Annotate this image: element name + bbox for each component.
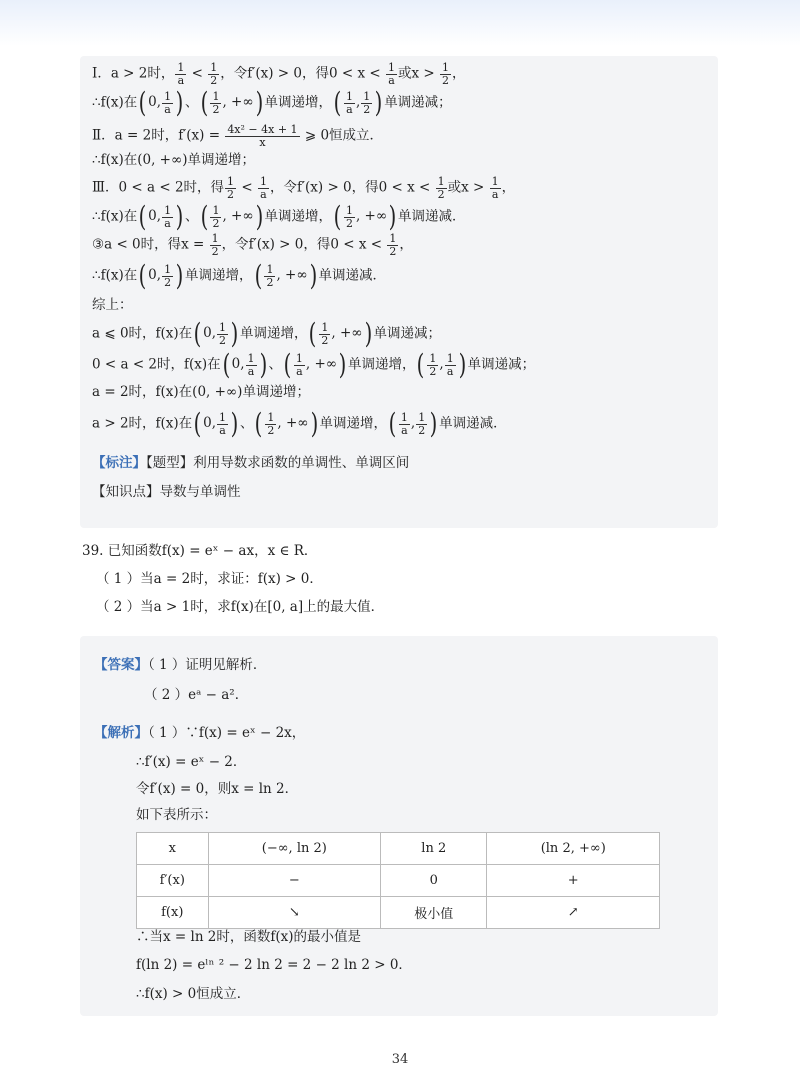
case-3-monotonic: ∴f(x)在 ( 0, $\frac{1}{a}$ ) 、 ( $\frac{1}{2}$ , +∞ ) 单调递增， ( $\frac{1}{2}$ , +∞ ) 单调递减．: [92, 200, 466, 233]
table-row: [137, 897, 660, 929]
answer-tag: 【答案】: [94, 657, 148, 673]
case-1-line: Ⅰ．a > 2时， $\frac{1}{a}$ < $\frac{1}{2}$ ，令f′(x) > 0，得0 < x < $\frac{1}{a}$ 或x > $\frac{1}{2}$ ，: [92, 61, 466, 87]
table-cell: (ln 2, +∞): [487, 833, 660, 865]
case-1-monotonic: ∴f(x)在 ( 0, $\frac{1}{a}$ ) 、 ( $\frac{1}{2}$ , +∞ ) 单调递增， ( $\frac{1}{a}$ , $\frac{1}{2}$ ) 单调递减；: [92, 86, 452, 119]
table-row: [137, 865, 660, 897]
analysis-derivative: ∴f′(x) = eˣ − 2．: [136, 754, 247, 770]
analysis-conclusion: ∴f(x) > 0恒成立．: [136, 986, 251, 1002]
table-cell: −: [208, 865, 380, 897]
analysis-table-intro: 如下表所示：: [136, 807, 217, 823]
page-header-band: [0, 0, 800, 46]
summary-a-gt-2: a > 2时，f(x)在 ( 0, $\frac{1}{a}$ ) 、 ( $\frac{1}{2}$ , +∞ ) 单调递增， ( $\frac{1}{a}$ , $\frac{1}{2}$ ) 单调递减．: [92, 407, 507, 440]
biaozhu-tag: 【标注】: [92, 455, 146, 471]
question-39-part-2: （ 2 ）当a > 1时，求f(x)在[0, a]上的最大值．: [96, 599, 385, 615]
analysis-line-1: 【解析】（ 1 ）∵f(x) = eˣ − 2x，: [94, 725, 306, 741]
analysis-minimum: ∴当x = ln 2时，函数f(x)的最小值是: [136, 929, 362, 945]
summary-a-eq-2: a = 2时，f(x)在(0, +∞)单调递增；: [92, 384, 310, 400]
table-cell: ln 2: [381, 833, 487, 865]
page-number: 34: [391, 1052, 409, 1067]
analysis-min-value: f(ln 2) = eˡⁿ ² − 2 ln 2 = 2 − 2 ln 2 > 0．: [136, 957, 412, 973]
table-cell: 0: [381, 865, 487, 897]
table-row: [137, 833, 660, 865]
table-cell: 极小值: [381, 897, 487, 929]
table-cell: f(x): [137, 897, 209, 929]
case-3-line: Ⅲ．0 < a < 2时，得 $\frac{1}{2}$ < $\frac{1}{a}$ ，令f′(x) > 0，得0 < x < $\frac{1}{2}$ 或x > $\frac{1}{a}$ ，: [92, 175, 516, 201]
table-cell: x: [137, 833, 209, 865]
table-cell: (−∞, ln 2): [208, 833, 380, 865]
question-39-part-1: （ 1 ）当a = 2时，求证：f(x) > 0．: [96, 571, 323, 587]
analysis-critical-point: 令f′(x) = 0，则x = ln 2．: [136, 781, 299, 797]
case-negative-line: ③a < 0时，得x = $\frac{1}{2}$ ，令f′(x) > 0，得0 < x < $\frac{1}{2}$ ，: [92, 232, 413, 258]
summary-label: 综上：: [92, 297, 133, 313]
question-type: 【题型】利用导数求函数的单调性、单调区间: [146, 455, 410, 471]
table-cell: +: [487, 865, 660, 897]
table-cell: ↘: [208, 897, 380, 929]
knowledge-point: 【知识点】导数与单调性: [92, 484, 241, 500]
analysis-tag: 【解析】: [94, 725, 148, 741]
question-39-stem: 39. 已知函数f(x) = eˣ − ax，x ∈ R．: [82, 543, 318, 559]
table-cell: ↗: [487, 897, 660, 929]
case-2-line: Ⅱ．a = 2时，f′(x) = $\frac{\text{4x² − 4x + 1}}{x}$ ⩾ 0恒成立．: [92, 123, 384, 149]
monotonicity-table: [136, 832, 660, 929]
summary-0-lt-a-lt-2: 0 < a < 2时，f(x)在 ( 0, $\frac{1}{a}$ ) 、 ( $\frac{1}{a}$ , +∞ ) 单调递增， ( $\frac{1}{2}$ , $\frac{1}{a}$ ) 单调递减；: [92, 348, 536, 381]
answer-line-2: （ 2 ）eᵃ − a²．: [144, 687, 249, 703]
biaozhu-line: [92, 457, 409, 471]
answer-line-1: 【答案】（ 1 ）证明见解析．: [94, 657, 267, 673]
case-2-monotonic: ∴f(x)在(0, +∞)单调递增；: [92, 152, 255, 168]
case-negative-monotonic: ∴f(x)在 ( 0, $\frac{1}{2}$ ) 单调递增， ( $\frac{1}{2}$ , +∞ ) 单调递减．: [92, 259, 387, 292]
summary-a-le-0: a ⩽ 0时，f(x)在 ( 0, $\frac{1}{2}$ ) 单调递增， ( $\frac{1}{2}$ , +∞ ) 单调递减；: [92, 317, 441, 350]
table-cell: f′(x): [137, 865, 209, 897]
